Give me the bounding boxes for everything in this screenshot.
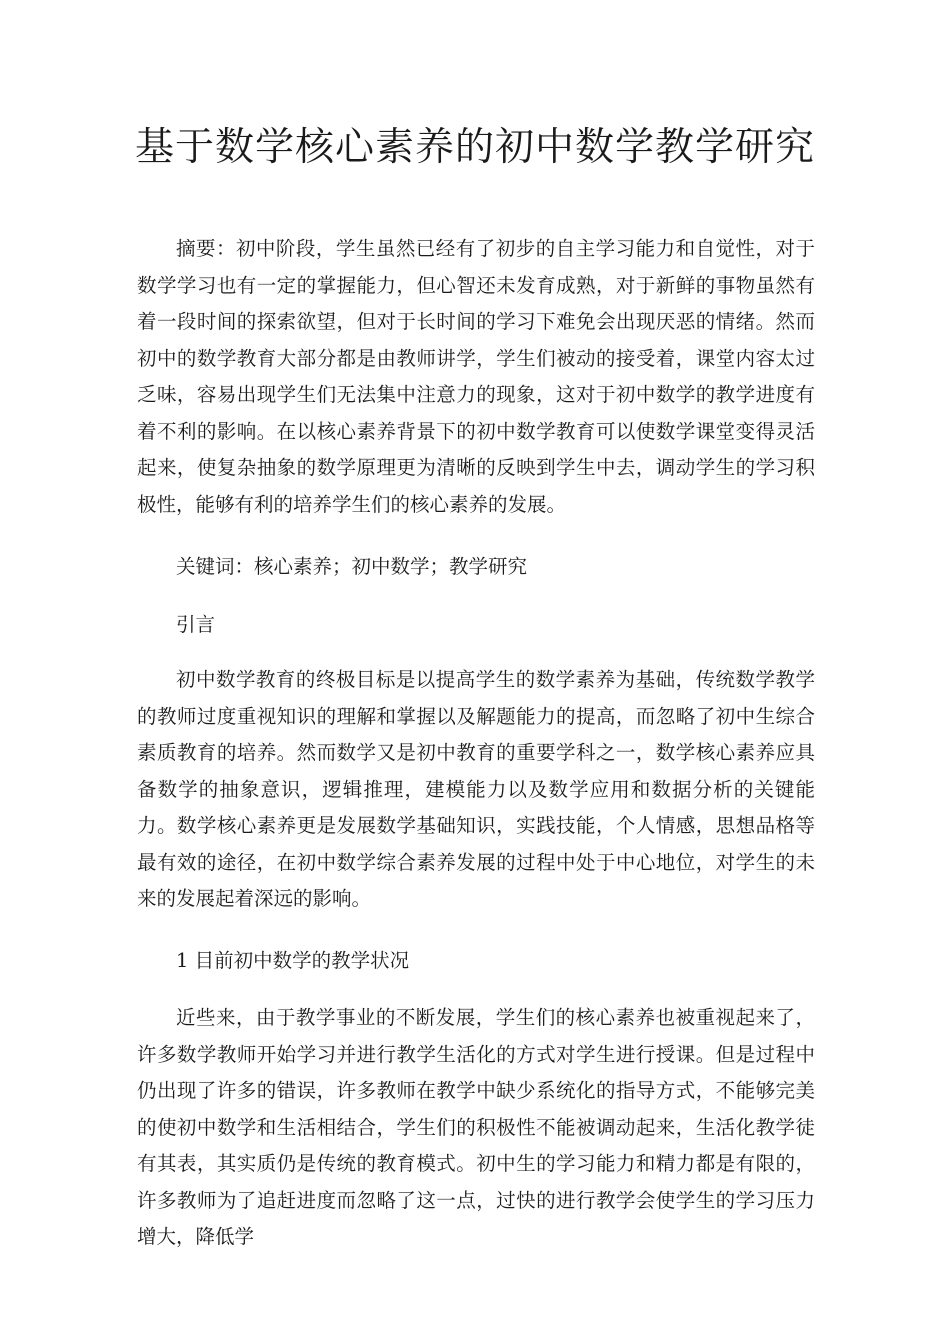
abstract-paragraph: 摘要：初中阶段，学生虽然已经有了初步的自主学习能力和自觉性，对于数学学习也有一定的掌握能力，但心智还未发育成熟，对于新鲜的事物虽然有着一段时间的探索欲望，但对于长时间的学习下难免会出现厌恶的情绪。然而初中的数学教育大部分都是由教师讲学，学生们被动的接受着，课堂内容太过乏味，容易出现学生们无法集中注意力的现象，这对于初中数学的教学进度有着不利的影响。在以核心素养背景下的初中数学教育可以使数学课堂变得灵活起来，使复杂抽象的数学原理更为清晰的反映到学生中去，调动学生的学习积极性，能够有利的培养学生们的核心素养的发展。 bbox=[137, 237, 815, 516]
intro-paragraph: 初中数学教育的终极目标是以提高学生的数学素养为基础，传统数学教学的教师过度重视知识的理解和掌握以及解题能力的提高，而忽略了初中生综合素质教育的培养。然而数学又是初中教育的重要学科之一，数学核心素养应具备数学的抽象意识，逻辑推理，建模能力以及数学应用和数据分析的关键能力。数学核心素养更是发展数学基础知识，实践技能，个人情感，思想品格等最有效的途径，在初中数学综合素养发展的过程中处于中心地位，对学生的未来的发展起着深远的影响。 bbox=[137, 668, 815, 910]
keywords-line: 关键词：核心素养；初中数学；教学研究 bbox=[176, 555, 528, 578]
intro-heading: 引言 bbox=[176, 613, 216, 636]
section-1-paragraph: 近些来，由于教学事业的不断发展，学生们的核心素养也被重视起来了，许多数学教师开始学习并进行教学生活化的方式对学生进行授课。但是过程中仍出现了许多的错误，许多教师在教学中缺少系统化的指导方式，不能够完美的使初中数学和生活相结合，学生们的积极性不能被调动起来，生活化教学徒有其表，其实质仍是传统的教育模式。初中生的学习能力和精力都是有限的，许多教师为了追赶进度而忽略了这一点，过快的进行教学会使学生的学习压力增大，降低学 bbox=[137, 1006, 815, 1248]
document-title: 基于数学核心素养的初中数学教学研究 bbox=[134, 125, 815, 170]
section-1-heading: 1 目前初中数学的教学状况 bbox=[176, 949, 410, 972]
